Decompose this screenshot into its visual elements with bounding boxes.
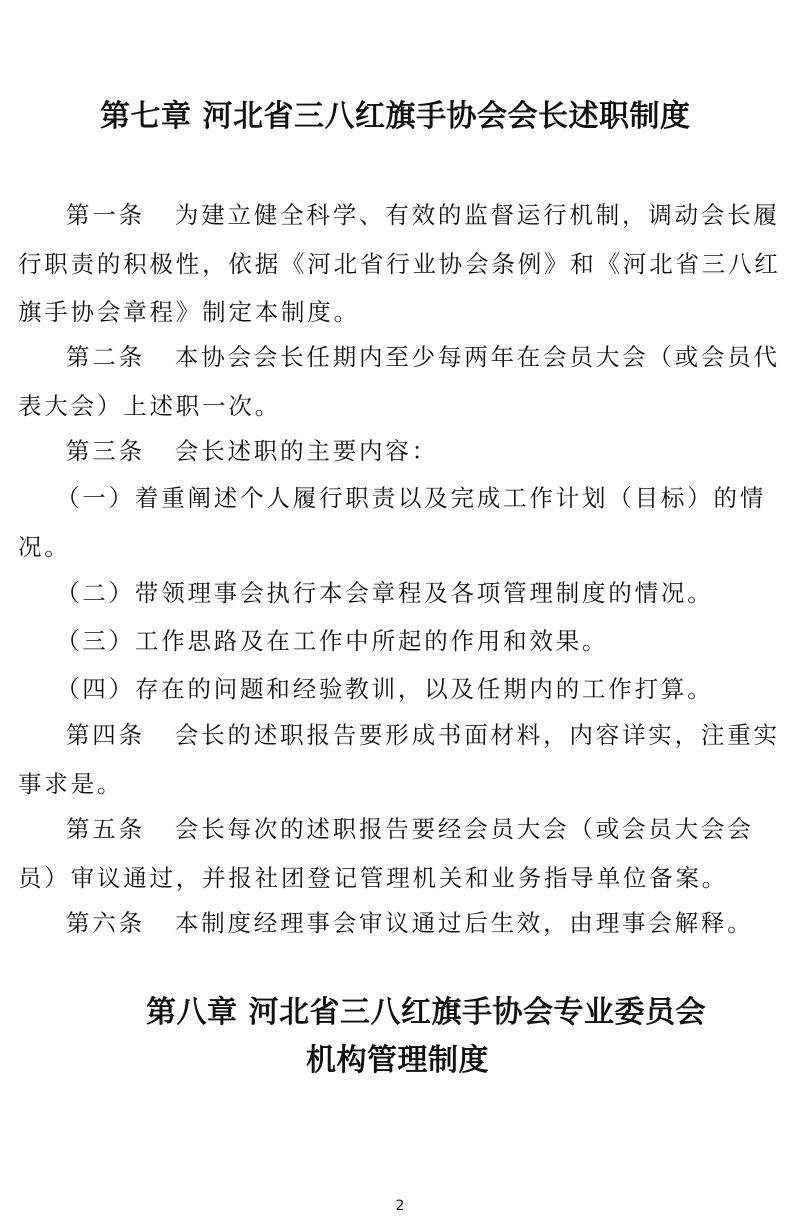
article-5-text: 会长每次的述职报告要经会员大会（或会员大会会员）审议通过，并报社团登记管理机关和业务指导单位备案。: [18, 815, 754, 892]
article-4-text: 会长的述职报告要形成书面材料，内容详实，注重实事求是。: [18, 721, 780, 798]
article-1-number: 第一条: [66, 201, 145, 229]
chapter-8-title-line-1: 第八章 河北省三八红旗手协会专业委员会: [146, 995, 706, 1030]
page-number: 2: [395, 1198, 405, 1214]
article-6-number: 第六条: [66, 909, 145, 937]
item-1-text: （一）着重阐述个人履行职责以及完成工作计划（目标）的情况。: [18, 484, 767, 561]
article-3: [18, 427, 782, 476]
article-5: [18, 805, 782, 902]
chapter-8-title-line-2: 机构管理制度: [306, 1043, 489, 1078]
article-3-number: 第三条: [66, 437, 145, 465]
article-2-number: 第二条: [66, 343, 145, 371]
article-3-item-4: [18, 665, 782, 714]
article-5-number: 第五条: [66, 815, 145, 843]
article-3-text: 会长述职的主要内容：: [174, 437, 438, 465]
article-6: [18, 899, 782, 948]
article-1: [18, 191, 782, 337]
item-2-text: （二）带领理事会执行本会章程及各项管理制度的情况。: [56, 579, 714, 607]
article-2-text: 本协会会长任期内至少每两年在会员大会（或会员代表大会）上述职一次。: [18, 343, 780, 420]
article-2: [18, 333, 782, 430]
item-4-text: （四）存在的问题和经验教训，以及任期内的工作打算。: [56, 675, 714, 703]
article-4-number: 第四条: [66, 721, 145, 749]
article-3-item-3: [18, 617, 782, 666]
article-3-item-1: [18, 474, 782, 571]
article-6-text: 本制度经理事会审议通过后生效，由理事会解释。: [174, 909, 754, 937]
article-4: [18, 711, 782, 808]
article-3-item-2: [18, 569, 782, 618]
item-3-text: （三）工作思路及在工作中所起的作用和效果。: [56, 627, 609, 655]
chapter-7-title: 第七章 河北省三八红旗手协会会长述职制度: [100, 99, 691, 134]
article-1-text: 为建立健全科学、有效的监督运行机制，调动会长履行职责的积极性，依据《河北省行业协会条例》和《河北省三八红旗手协会章程》制定本制度。: [18, 201, 781, 327]
